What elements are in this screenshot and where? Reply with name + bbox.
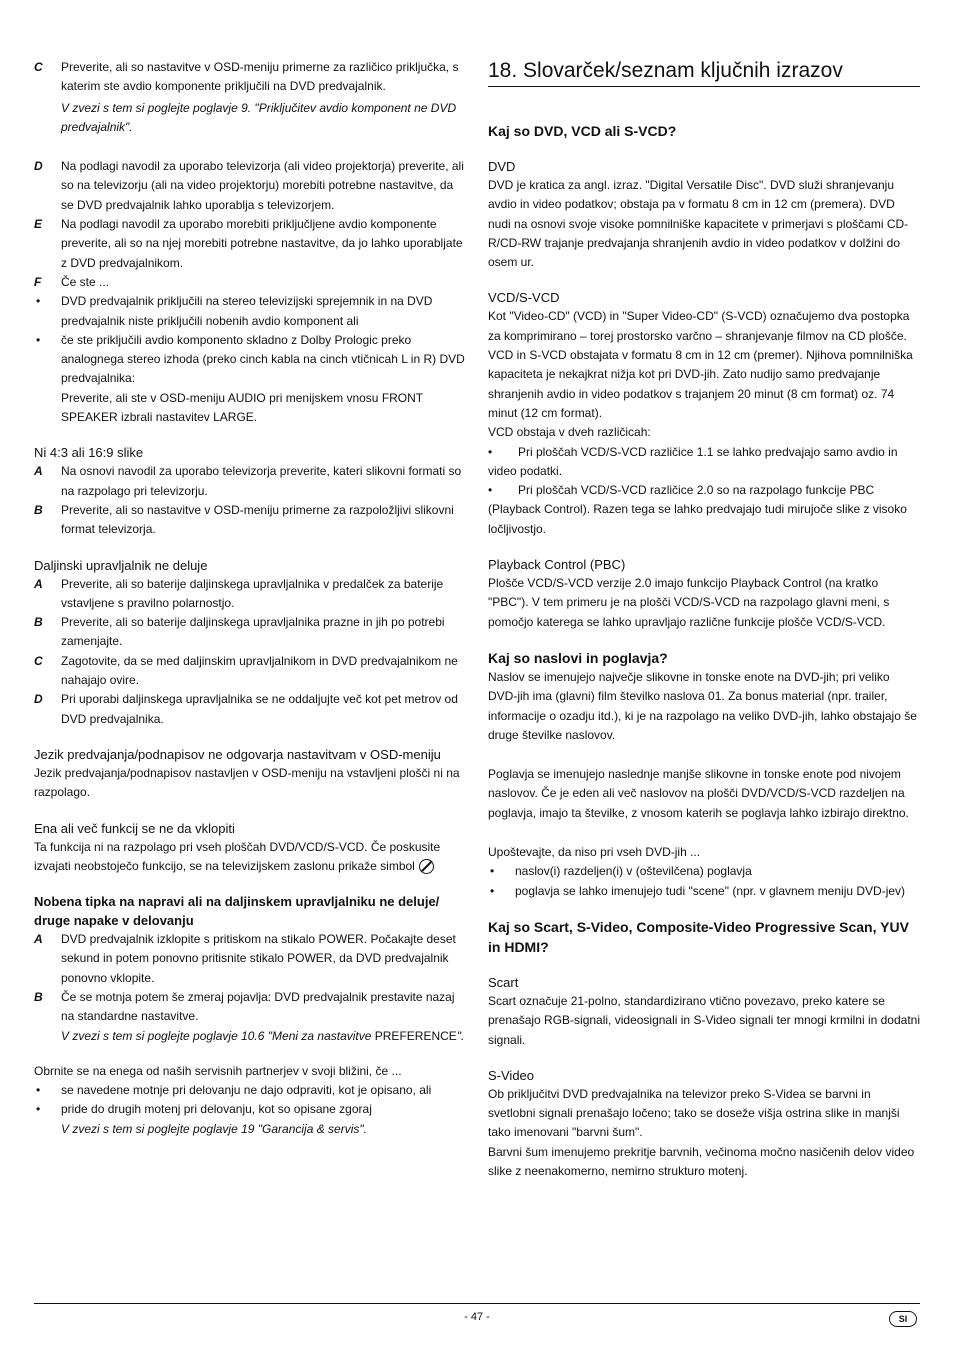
paragraph	[488, 481, 920, 539]
reference-note	[34, 1027, 466, 1046]
paragraph-text: Ta funkcija ni na razpolago pri vseh ploščah DVD/VCD/S-VCD. Če poskusite izvajati neobstoječo funkcijo, se na televizijskem zaslonu prikaže simbol	[34, 839, 441, 873]
step-e	[34, 215, 466, 273]
bullet-text: pride do drugih motenj pri delovanju, kot so opisane zgoraj	[61, 1102, 372, 1117]
step-text: Če ste ...	[61, 274, 110, 289]
step-text: DVD predvajalnik izklopite s pritiskom na stikalo	[61, 932, 316, 947]
text-part: izbrali nastavitev	[121, 410, 210, 425]
step-letter: C	[34, 653, 43, 668]
bullet-item	[488, 862, 920, 881]
paragraph: Naslov se imenujejo največje slikovne in tonske enote na DVD-jih; pri veliko DVD-jih ima (glavni) film številko naslova 01. Za bonus material (npr. trailer, informacije o ozadju itd.), ki je na razpolago na veliko DVD-jih, lahko obstajajo še druge številke naslovov.	[488, 669, 917, 742]
language-badge: SI	[889, 1311, 917, 1327]
prohibited-icon	[419, 859, 434, 874]
menu-term: AUDIO	[227, 390, 266, 405]
reference-note: V zvezi s tem si poglejte poglavje 19 "Garancija & servis".	[61, 1121, 367, 1136]
step-letter: A	[34, 464, 43, 479]
footer-divider	[34, 1303, 920, 1304]
paragraph: Barvni šum imenujemo prekritje barvnih, večinoma močno nasičenih delov video slike z neenakomerno, nemirno strukturo motenj.	[488, 1144, 915, 1178]
menu-term: FRONT SPEAKER	[61, 390, 423, 425]
section-heading: Kaj so Scart, S-Video, Composite-Video Progressive Scan, YUV in HDMI?	[488, 918, 909, 955]
step-letter: A	[34, 576, 43, 591]
step-text: Preverite, ali so nastavitve v OSD-meniju primerne za različico priključka, s katerim ste avdio komponente priključili na DVD predvajalnik.	[61, 60, 459, 94]
step-letter: B	[34, 989, 43, 1004]
paragraph	[488, 443, 920, 482]
step-a	[34, 462, 466, 501]
bullet-icon: •	[488, 444, 493, 459]
step-text: Preverite, ali so nastavitve v OSD-meniju primerne za razpoložljivi slikovni format televizorja.	[61, 502, 454, 537]
bullet-icon: •	[36, 294, 41, 309]
paragraph: Jezik predvajanja/podnapisov nastavljen v OSD-meniju na vstavljeni plošči ni na razpolago.	[34, 765, 460, 800]
step-letter: B	[34, 502, 43, 517]
reference-note: V zvezi s tem si poglejte poglavje 9. "Priključitev avdio komponent ne DVD predvajalnik".	[61, 100, 457, 134]
note-text: V zvezi s tem si poglejte poglavje 10.6 "Meni za nastavitve	[61, 1028, 372, 1043]
text-part: .	[253, 410, 258, 425]
bullet-text: se navedene motnje pri delovanju ne dajo odpraviti, kot je opisano, ali	[61, 1083, 432, 1098]
section-heading: Kaj so DVD, VCD ali S-VCD?	[488, 123, 677, 139]
step-text: Pri uporabi daljinskega upravljalnika se ne oddaljujte več kot pet metrov od DVD predvajalnika.	[61, 692, 458, 726]
subheading: DVD	[488, 159, 516, 174]
text-part: Preverite, ali ste v OSD-meniju	[61, 390, 226, 405]
step-text: , da DVD predvajalnik ponovno vklopite.	[61, 951, 449, 985]
step-letter: E	[34, 217, 43, 232]
step-a	[34, 930, 466, 988]
page-title: 18. Slovarček/seznam ključnih izrazov	[488, 58, 920, 87]
paragraph: Poglavja se imenujejo naslednje manjše slikovne in tonske enote pod nivojem naslovov. Če je eden ali več naslovov na plošči DVD/VCD/S-VCD razdeljen na poglavja, imajo ta številke, z vnosom katerih se poglavja lahko izbirajo direktno.	[488, 767, 909, 820]
subheading: Scart	[488, 974, 519, 990]
step-letter: D	[34, 159, 43, 174]
step-text: Če se motnja potem še zmeraj pojavlja: DVD predvajalnik prestavite nazaj na standardne nastavitve.	[61, 989, 455, 1024]
paragraph: DVD je kratica za angl. izraz. "Digital Versatile Disc". DVD služi shranjevanju avdio in video podatkov; obstaja pa v formatu 8 cm in 12 cm (premera). DVD nudi na osnovi svoje visoke pomnilniške kapacitete v primerjavi s ploščami CD-R/CD-RW trajanje predvajanja shranjenih avdio in video podatkov v dolžini do osem ur.	[488, 178, 909, 270]
step-letter: B	[34, 615, 43, 630]
page-number: - 47 -	[464, 1311, 490, 1323]
step-b	[34, 501, 466, 540]
bullet-icon: •	[36, 1102, 41, 1117]
right-column	[488, 58, 920, 1181]
bullet-icon: •	[36, 1083, 41, 1098]
section-heading: Kaj so naslovi in poglavja?	[488, 649, 668, 666]
text-part: pri menijskem vnosu	[269, 390, 379, 405]
subheading: VCD/S-VCD	[488, 290, 560, 306]
bullet-text: Pri ploščah VCD/S-VCD različice 2.0 so na razpolago funkcije PBC (Playback Control). Razen tega se lahko predvajajo tudi mirujoče slike z visoko ločljivostjo.	[488, 483, 907, 536]
section-heading: Daljinski upravljalnik ne deluje	[34, 557, 208, 573]
paragraph: Plošče VCD/S-VCD verzije 2.0 imajo funkcijo Playback Control (na kratko "PBC"). V tem primeru je na plošči VCD/S-VCD na razpolago glavni meni, s pomočjo katerega se lahko upravljajo različne funkcije plošče VCD/S-VCD.	[488, 576, 890, 629]
bullet-item	[34, 1081, 466, 1100]
step-text: Zagotovite, da se med daljinskim upravljalnikom in DVD predvajalnikom ne nahajajo ovire.	[61, 653, 458, 688]
bullet-text: poglavja se lahko imenujejo tudi "scene" (npr. v glavnem meniju DVD-jev)	[515, 883, 906, 898]
step-text: Na podlagi navodil za uporabo morebiti priključljene avdio komponente preverite, ali so na njej morebiti potrebne nastavitve, da jo lahko uporabljate z DVD predvajalnikom.	[61, 217, 463, 270]
bullet-text: če ste priključili avdio komponento skladno z Dolby Prologic preko analognega stereo izhoda (preko cinch kabla na cinch vtičnicah L in R) DVD predvajalnika:	[61, 332, 465, 386]
left-column	[34, 58, 466, 1139]
step-letter: C	[34, 60, 43, 74]
bullet-item	[34, 331, 466, 389]
bullet-item	[34, 292, 466, 331]
section-heading: Jezik predvajanja/podnapisov ne odgovarja nastavitvam v OSD-meniju	[34, 746, 441, 762]
step-text: . Počakajte deset sekund in potem ponovno pritisnite stikalo	[61, 932, 456, 966]
section-heading: Ena ali več funkcij se ne da vklopiti	[34, 820, 235, 836]
menu-term: LARGE	[213, 410, 254, 425]
paragraph: Upoštevajte, da niso pri vseh DVD-jih ...	[488, 845, 701, 860]
bullet-icon: •	[36, 332, 41, 347]
bullet-text: Pri ploščah VCD/S-VCD različice 1.1 se lahko predvajajo samo avdio in video podatki.	[488, 444, 898, 478]
step-a	[34, 575, 466, 614]
step-f	[34, 273, 466, 292]
menu-term: PREFERENCE	[374, 1028, 457, 1043]
step-c	[34, 58, 466, 97]
bullet-text: naslov(i) razdeljen(i) v (oštevilčena) poglavja	[515, 864, 752, 879]
button-term: POWER	[318, 932, 364, 947]
step-b	[34, 988, 466, 1027]
step-text: Preverite, ali so baterije daljinskega upravljalnika v predalček za baterije vstavljene s pravilno polarnostjo.	[61, 576, 444, 610]
paragraph: Scart označuje 21-polno, standardizirano vtično povezavo, preko katere se prenašajo RGB-signali, videosignali in S-Video signali ter mnogi krmilni in dodatni signali.	[488, 993, 920, 1047]
note-text: ".	[456, 1028, 465, 1043]
step-d	[34, 690, 466, 729]
step-b	[34, 613, 466, 652]
step-c	[34, 652, 466, 691]
button-term: POWER	[287, 951, 333, 966]
step-text: Na podlagi navodil za uporabo televizorja (ali video projektorja) preverite, ali so na televizorju (ali na video projektorju) morebiti potrebne nastavitve, da se DVD predvajalnik lahko uporablja s televizorjem.	[61, 159, 464, 212]
subheading: Playback Control (PBC)	[488, 557, 626, 573]
step-letter: A	[34, 932, 43, 947]
bullet-item	[488, 882, 920, 901]
bullet-icon: •	[490, 864, 495, 879]
bullet-text: DVD predvajalnik priključili na stereo televizijski sprejemnik in na DVD predvajalnik niste priključili nobenih avdio komponent ali	[61, 294, 433, 328]
bullet-icon: •	[488, 483, 493, 498]
paragraph: Kot "Video-CD" (VCD) in "Super Video-CD" (S-VCD) označujemo dva postopka za komprimirano – torej prostorsko varčno – shranjevanje filmov na CD plošče. VCD in S-VCD obstajata v formatu 8 cm in 12 cm (premer). Njihova pomnilniška kapaciteta je nekajkrat nižja kot pri DVD-jih. Zato nudijo samo predvajanje shranjenih avdio in video podatkov s trajanjem 20 minut (8 cm format) oz. 74 minut (12 cm format).	[488, 309, 913, 420]
subheading: S-Video	[488, 1067, 535, 1083]
paragraph	[34, 838, 466, 877]
step-text: Na osnovi navodil za uporabo televizorja preverite, kateri slikovni formati so na razpolago pri televizorju.	[61, 464, 462, 498]
osd-instruction	[34, 389, 466, 428]
section-heading: Nobena tipka na napravi ali na daljinskem upravljalniku ne deluje/ druge napake v delovanju	[34, 894, 440, 929]
step-letter: F	[34, 274, 42, 289]
step-text: Preverite, ali so baterije daljinskega upravljalnika prazne in jih po potrebi zamenjajte.	[61, 615, 445, 649]
paragraph: Obrnite se na enega od naših servisnih partnerjev v svoji bližini, če ...	[34, 1063, 402, 1078]
bullet-item	[34, 1100, 466, 1119]
step-letter: D	[34, 692, 43, 707]
paragraph: VCD obstaja v dveh različicah:	[488, 425, 651, 440]
paragraph: Ob priključitvi DVD predvajalnika na televizor preko S-Videa se barvni in svetlobni signali prenašajo ločeno; tako se doseže višja ostrina slike in manjši tako imenovani "barvni šum".	[488, 1086, 900, 1140]
step-d	[34, 157, 466, 215]
bullet-icon: •	[490, 883, 495, 898]
section-heading: Ni 4:3 ali 16:9 slike	[34, 445, 144, 461]
